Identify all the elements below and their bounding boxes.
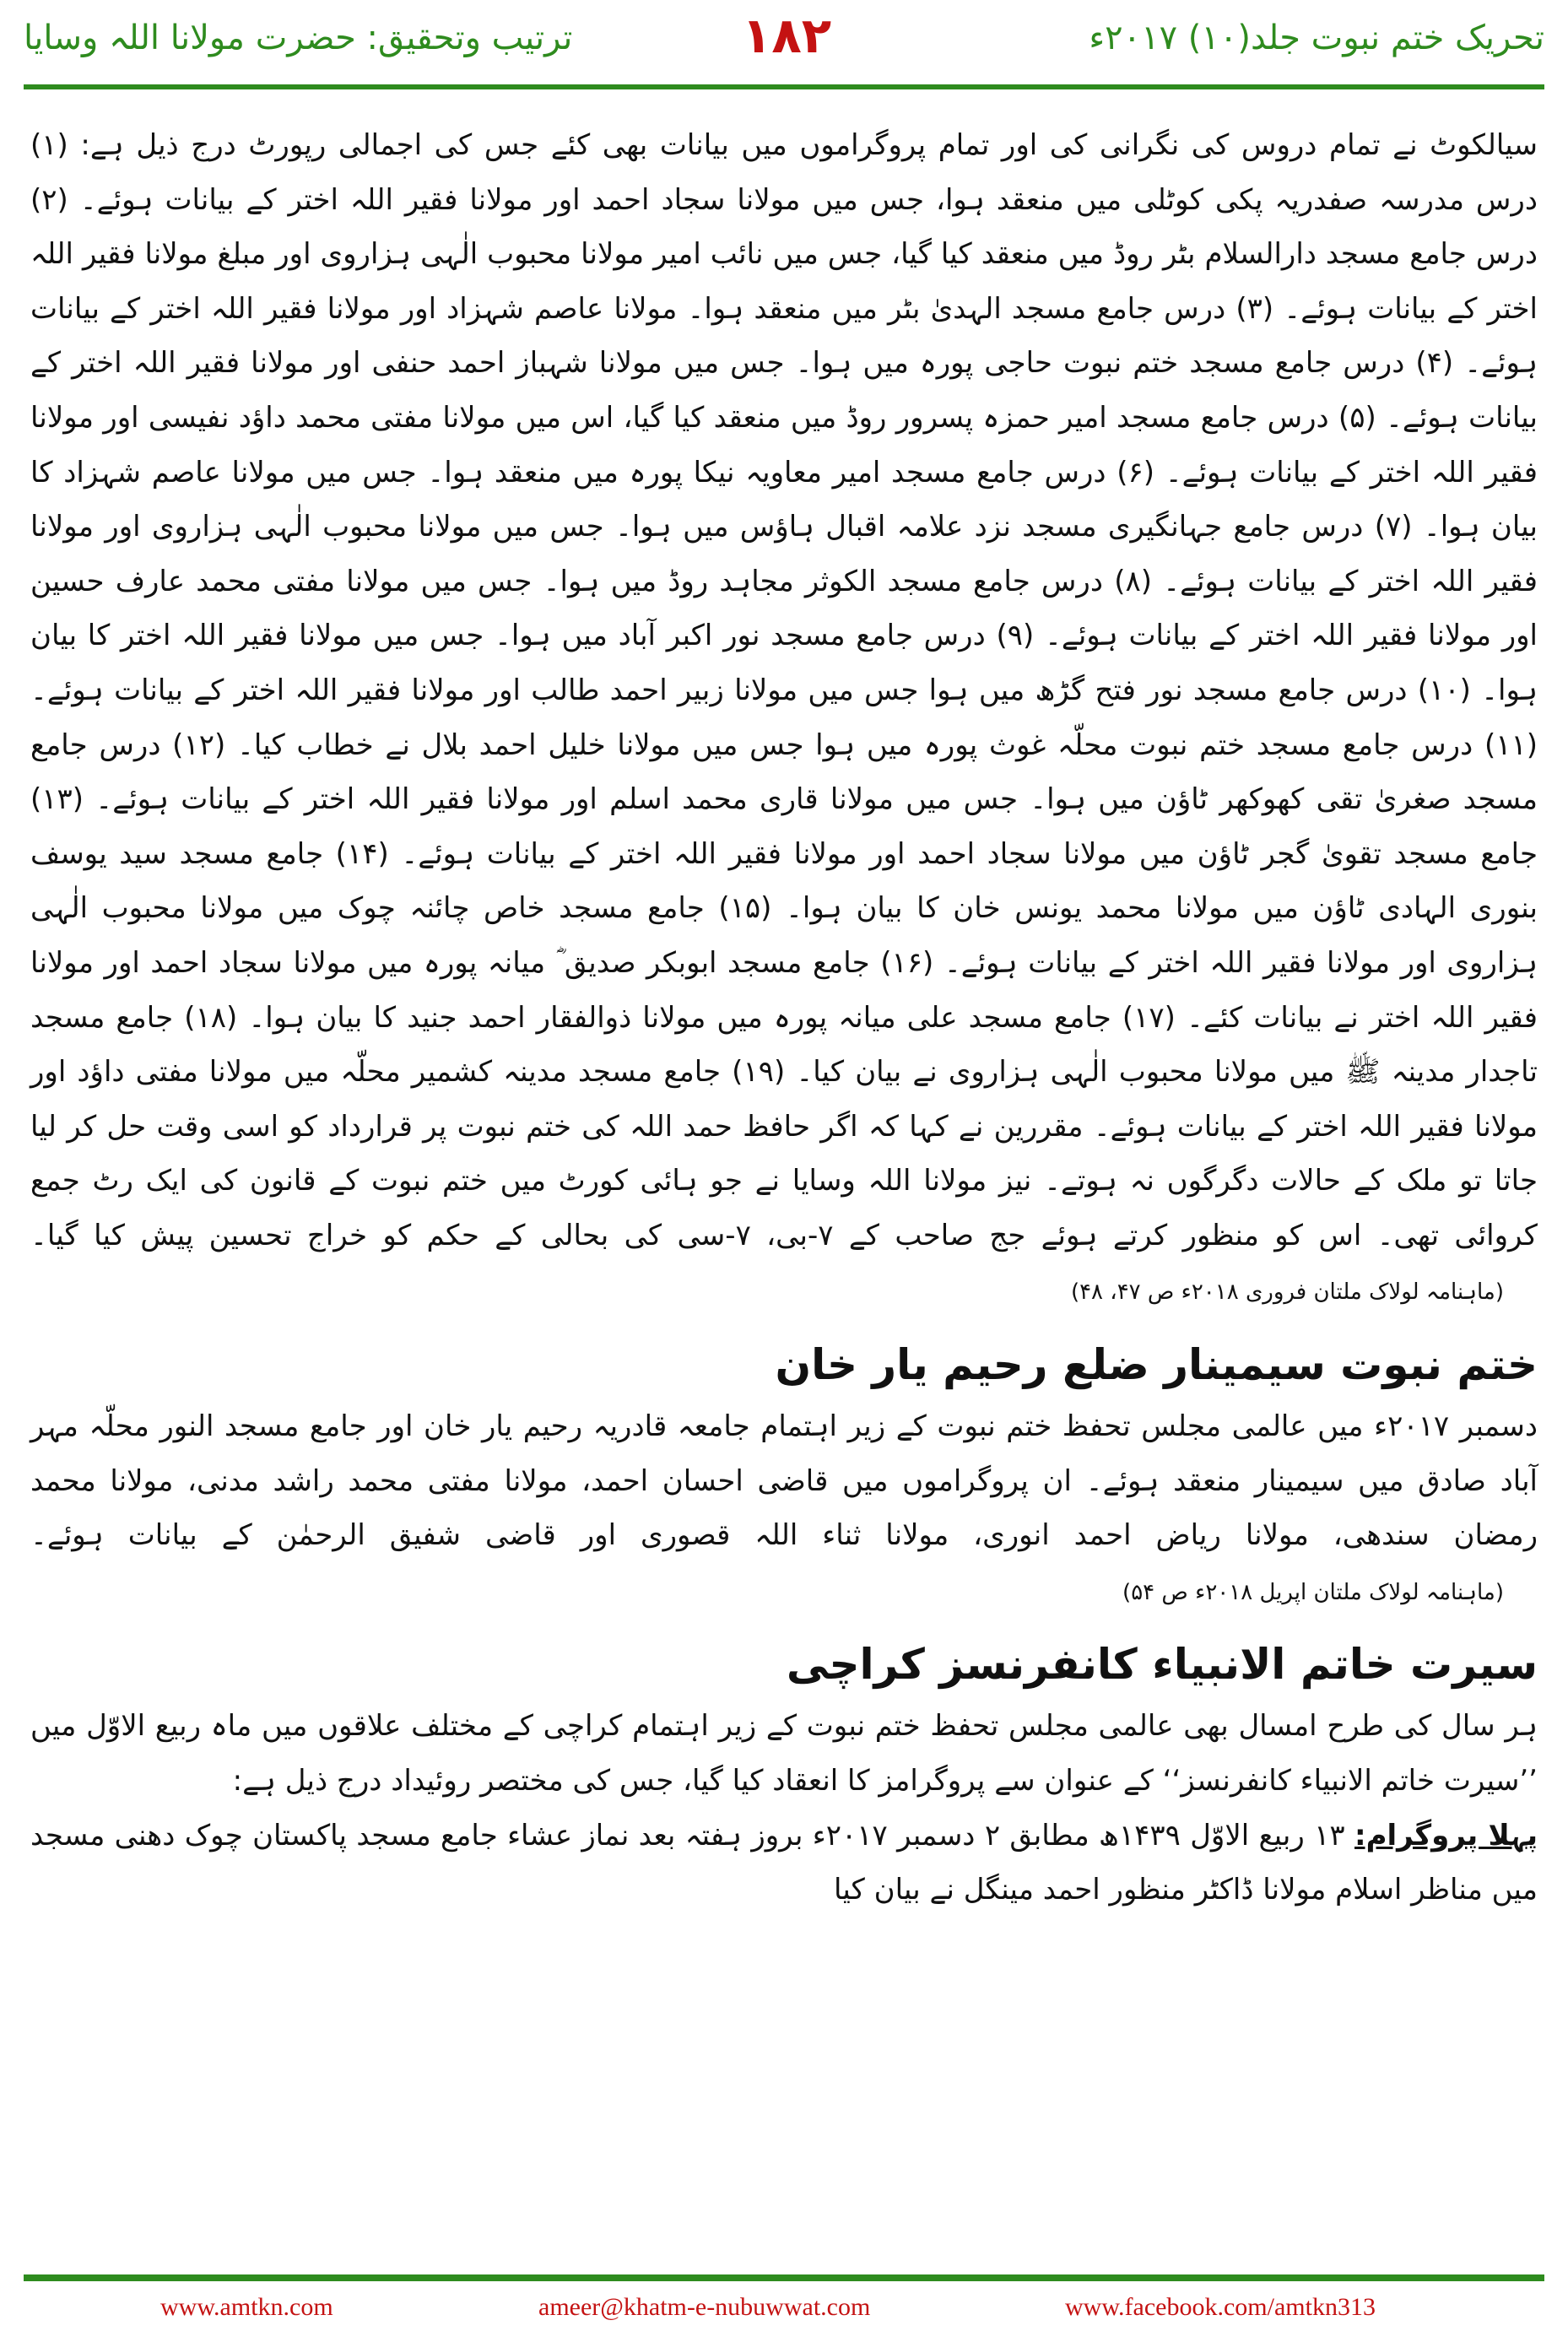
section2-body bbox=[30, 1399, 1538, 1620]
program-text: ۱۳ ربیع الاوّل ۱۴۳۹ھ مطابق ۲ دسمبر ۲۰۱۷ء بروز ہفتہ بعد نماز عشاء جامع مسجد پاکستان چوک دھنی مسجد میں مناظر اسلام مولانا ڈاکٹر منظور احمد مینگل نے بیان کیا bbox=[30, 1818, 1538, 1907]
page-header bbox=[0, 0, 1568, 84]
page-content bbox=[30, 118, 1538, 1917]
section2-citation: (ماہنامہ لولاک ملتان اپریل ۲۰۱۸ء ص ۵۴) bbox=[1122, 1579, 1504, 1605]
footer-facebook-link[interactable]: www.facebook.com/amtkn313 bbox=[1065, 2293, 1376, 2321]
section1-paragraph: سیالکوٹ نے تمام دروس کی نگرانی کی اور تمام پروگراموں میں بیانات بھی کئے جس کی اجمالی رپورٹ درج ذیل ہے: (۱) درس مدرسہ صفدریہ پکی کوٹلی میں منعقد ہوا، جس میں مولانا سجاد احمد اور مولانا فقیر اللہ اختر کے بیانات ہوئے۔ (۲) درس جامع مسجد دارالسلام بٹر روڈ میں منعقد کیا گیا، جس میں نائب امیر مولانا محبوب الٰہی ہزاروی اور مبلغ مولانا فقیر اللہ اختر کے بیانات ہوئے۔ (۳) درس جامع مسجد الہدیٰ بٹر میں منعقد ہوا۔ مولانا عاصم شہزاد اور مولانا فقیر اللہ اختر کے بیانات ہوئے۔ (۴) درس جامع مسجد ختم نبوت حاجی پورہ میں ہوا۔ جس میں مولانا شہباز احمد حنفی اور مولانا فقیر اللہ اختر کے بیانات ہوئے۔ (۵) درس جامع مسجد امیر حمزہ پسرور روڈ میں منعقد کیا گیا، اس میں مولانا مفتی محمد داؤد نفیسی اور مولانا فقیر اللہ اختر کے بیانات ہوئے۔ (۶) درس جامع مسجد امیر معاویہ نیکا پورہ میں منعقد ہوا۔ جس میں مولانا عاصم شہزاد کا بیان ہوا۔ (۷) درس جامع جہانگیری مسجد نزد علامہ اقبال ہاؤس میں ہوا۔ جس میں مولانا محبوب الٰہی ہزاروی اور مولانا فقیر اللہ اختر کے بیانات ہوئے۔ (۸) درس جامع مسجد الکوثر مجاہد روڈ میں ہوا۔ جس میں مولانا مفتی محمد عارف حسین اور مولانا فقیر اللہ اختر کے بیانات ہوئے۔ (۹) درس جامع مسجد نور اکبر آباد میں ہوا۔ جس میں مولانا فقیر اللہ اختر کا بیان ہوا۔ (۱۰) درس جامع مسجد نور فتح گڑھ میں ہوا جس میں مولانا زبیر احمد طالب اور مولانا فقیر اللہ اختر کے بیانات ہوئے۔ (۱۱) درس جامع مسجد ختم نبوت محلّہ غوث پورہ میں ہوا جس میں مولانا خلیل احمد بلال نے خطاب کیا۔ (۱۲) درس جامع مسجد صغریٰ تقی کھوکھر ٹاؤن میں ہوا۔ جس میں مولانا قاری محمد اسلم اور مولانا فقیر اللہ اختر کے بیانات ہوئے۔ (۱۳) جامع مسجد تقویٰ گجر ٹاؤن میں مولانا سجاد احمد اور مولانا فقیر اللہ اختر کے بیانات ہوئے۔ (۱۴) جامع مسجد سید یوسف بنوری الہادی ٹاؤن میں مولانا محمد یونس خان کا بیان ہوا۔ (۱۵) جامع مسجد خاص چائنہ چوک میں مولانا محبوب الٰہی ہزاروی اور مولانا فقیر اللہ اختر کے بیانات ہوئے۔ (۱۶) جامع مسجد ابوبکر صدیق ؓ میانہ پورہ میں مولانا سجاد احمد اور مولانا فقیر اللہ اختر نے بیانات کئے۔ (۱۷) جامع مسجد علی میانہ پورہ میں مولانا ذوالفقار احمد جنید کا بیان ہوا۔ (۱۸) جامع مسجد تاجدار مدینہ ﷺ میں مولانا محبوب الٰہی ہزاروی نے بیان کیا۔ (۱۹) جامع مسجد مدینہ کشمیر محلّہ میں مولانا مفتی داؤد اور مولانا فقیر اللہ اختر کے بیانات ہوئے۔ مقررین نے کہا کہ اگر حافظ حمد اللہ کی ختم نبوت پر قرارداد کو اسی وقت حل کر لیا جاتا تو ملک کے حالات دگرگوں نہ ہوتے۔ نیز مولانا اللہ وسایا نے جو ہائی کورٹ میں ختم نبوت کے قانون کی ایک رٹ جمع کروائی تھی۔ اس کو منظور کرتے ہوئے جج صاحب کے ۷-بی، ۷-سی کی بحالی کے حکم کو خراج تحسین پیش کیا گیا۔ bbox=[30, 128, 1538, 1252]
section3-heading: سیرت خاتم الانبیاء کانفرنسز کراچی bbox=[786, 1640, 1538, 1690]
footer-website-link[interactable]: www.amtkn.com bbox=[160, 2293, 333, 2321]
header-divider bbox=[24, 84, 1544, 89]
header-compiler: ترتیب وتحقیق: حضرت مولانا اللہ وسایا bbox=[24, 19, 573, 57]
section3-intro: ہر سال کی طرح امسال بھی عالمی مجلس تحفظ ختم نبوت کے زیر اہتمام کراچی کے مختلف علاقوں میں ماہ ربیع الاوّل میں ’’سیرت خاتم الانبیاء کانفرنسز‘‘ کے عنوان سے پروگرامز کا انعقاد کیا گیا، جس کی مختصر روئیداد درج ذیل ہے: bbox=[30, 1709, 1538, 1798]
section3-program bbox=[30, 1809, 1538, 1917]
program-label: پہلا پروگرام: bbox=[1354, 1818, 1538, 1853]
header-book-title: تحریک ختم نبوت جلد(۱۰) ۲۰۱۷ء bbox=[1089, 19, 1544, 57]
section1-body bbox=[30, 118, 1538, 1320]
section2-paragraph: دسمبر ۲۰۱۷ء میں عالمی مجلس تحفظ ختم نبوت کے زیر اہتمام جامعہ قادریہ رحیم یار خان اور جامع مسجد النور محلّہ مہر آباد صادق میں سیمینار منعقد ہوئے۔ ان پروگراموں میں قاضی احسان احمد، مولانا مفتی محمد راشد مدنی، مولانا محمد رمضان سندھی، مولانا ریاض احمد انوری، مولانا ثناء اللہ قصوری اور قاضی شفیق الرحمٰن کے بیانات ہوئے۔ bbox=[30, 1409, 1538, 1553]
page-footer bbox=[0, 2274, 1568, 2342]
section2-heading: ختم نبوت سیمینار ضلع رحیم یار خان bbox=[775, 1340, 1538, 1390]
section1-citation: (ماہنامہ لولاک ملتان فروری ۲۰۱۸ء ص ۴۷، ۴۸) bbox=[1070, 1279, 1504, 1306]
page-number: ۱۸۲ bbox=[742, 7, 832, 64]
footer-email-link[interactable]: ameer@khatm-e-nubuwwat.com bbox=[538, 2293, 871, 2321]
footer-divider bbox=[24, 2274, 1544, 2281]
